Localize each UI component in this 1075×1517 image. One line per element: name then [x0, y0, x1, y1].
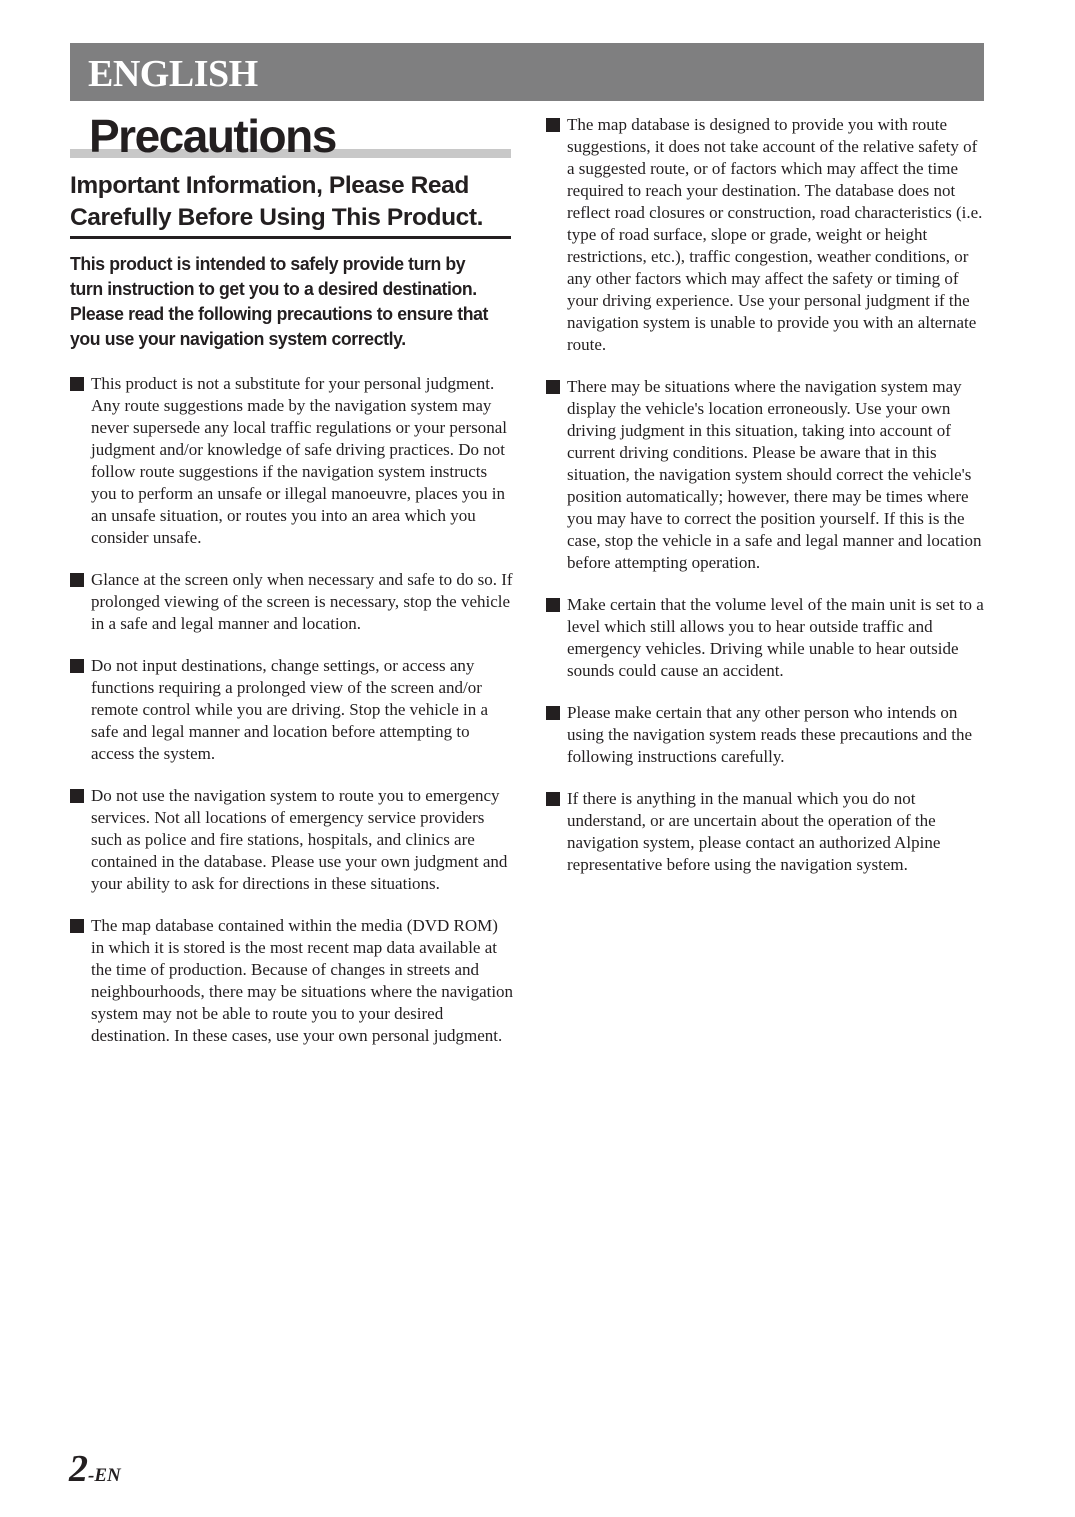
page-title: Precautions — [89, 110, 336, 162]
square-bullet-icon — [546, 380, 560, 394]
square-bullet-icon — [70, 377, 84, 391]
precaution-item — [70, 915, 514, 1047]
square-bullet-icon — [546, 792, 560, 806]
precaution-text: If there is anything in the manual which you do not understand, or are uncertain about the operation of the navigation system, please contact an authorized Alpine representative before using the navigation system. — [567, 789, 941, 874]
square-bullet-icon — [546, 706, 560, 720]
language-label: ENGLISH — [88, 53, 258, 95]
precaution-item — [546, 788, 989, 876]
precaution-text: The map database is designed to provide you with route suggestions, it does not take account of the relative safety of a suggested route, or of factors which may affect the time required to reach your destination. The database does not reflect road closures or construction, road characteristics (i.e. type of road surface, slope or grade, weight or height restrictions, etc.), traffic congestion, weather conditions, or any other factors which may affect the safety or timing of your driving experience. Use your personal judgment if the navigation system is unable to provide you with an alternate route. — [567, 115, 983, 354]
precaution-item — [546, 114, 989, 356]
precaution-text: The map database contained within the media (DVD ROM) in which it is stored is the most recent map data available at the time of production. Because of changes in streets and neighbourhoods, there may be situations where the navigation system may not be able to route you to your desired destination. In these cases, use your own personal judgment. — [91, 916, 514, 1045]
precaution-text: Do not input destinations, change settings, or access any functions requiring a prolonged view of the screen and/or remote control while you are driving. Stop the vehicle in a safe and legal manner and location before attempting to access the system. — [91, 656, 489, 763]
precaution-text: Make certain that the volume level of the main unit is set to a level which still allows you to hear outside traffic and emergency vehicles. Driving while unable to hear outside sounds could cause an accident. — [567, 595, 984, 680]
precaution-item — [70, 655, 514, 765]
square-bullet-icon — [70, 789, 84, 803]
square-bullet-icon — [546, 598, 560, 612]
precaution-item — [546, 376, 989, 574]
title-block — [70, 106, 511, 162]
precaution-text: There may be situations where the navigation system may display the vehicle's location erroneously. Use your own driving judgment in this situation, taking into account of current driving conditions. Please be aware that in this situation, the navigation system should correct the vehicle's position automatically; however, there may be times where you may have to correct the position yourself. If this is the case, stop the vehicle in a safe and legal manner and location before attempting operation. — [567, 377, 982, 572]
page-number-suffix: -EN — [88, 1465, 121, 1486]
precaution-text: Please make certain that any other person who intends on using the navigation system reads these precautions and the following instructions carefully. — [567, 703, 973, 766]
precaution-item — [70, 785, 514, 895]
left-column — [70, 373, 514, 1067]
intro-paragraph: This product is intended to safely provide turn by turn instruction to get you to a desired destination. Please read the following precautions to ensure that you use your navigation system correctly. — [70, 254, 489, 349]
page-number-value: 2 — [69, 1448, 88, 1490]
precaution-text: Glance at the screen only when necessary and safe to do so. If prolonged viewing of the screen is necessary, stop the vehicle in a safe and legal manner and location. — [91, 570, 513, 633]
precaution-item — [70, 569, 514, 635]
precaution-item — [70, 373, 514, 549]
precaution-text: Do not use the navigation system to route you to emergency services. Not all locations of emergency service providers such as police and fire stations, hospitals, and clinics are contained in the database. Please use your own judgment and your ability to ask for directions in these situations. — [91, 786, 508, 893]
square-bullet-icon — [70, 659, 84, 673]
precaution-item — [546, 702, 989, 768]
precaution-item — [546, 594, 989, 682]
section-subtitle: Important Information, Please Read Carefully Before Using This Product. — [70, 170, 511, 239]
square-bullet-icon — [70, 919, 84, 933]
page-number — [69, 1447, 121, 1491]
right-column — [546, 114, 989, 896]
precaution-text: This product is not a substitute for your personal judgment. Any route suggestions made by the navigation system may never supersede any local traffic regulations or your personal judgment and/or knowledge of safe driving practices. Do not follow route suggestions if the navigation system instructs you to perform an unsafe or illegal manoeuvre, places you in an unsafe situation, or routes you into an area which you consider unsafe. — [91, 374, 508, 547]
square-bullet-icon — [546, 118, 560, 132]
language-banner — [70, 43, 984, 101]
square-bullet-icon — [70, 573, 84, 587]
